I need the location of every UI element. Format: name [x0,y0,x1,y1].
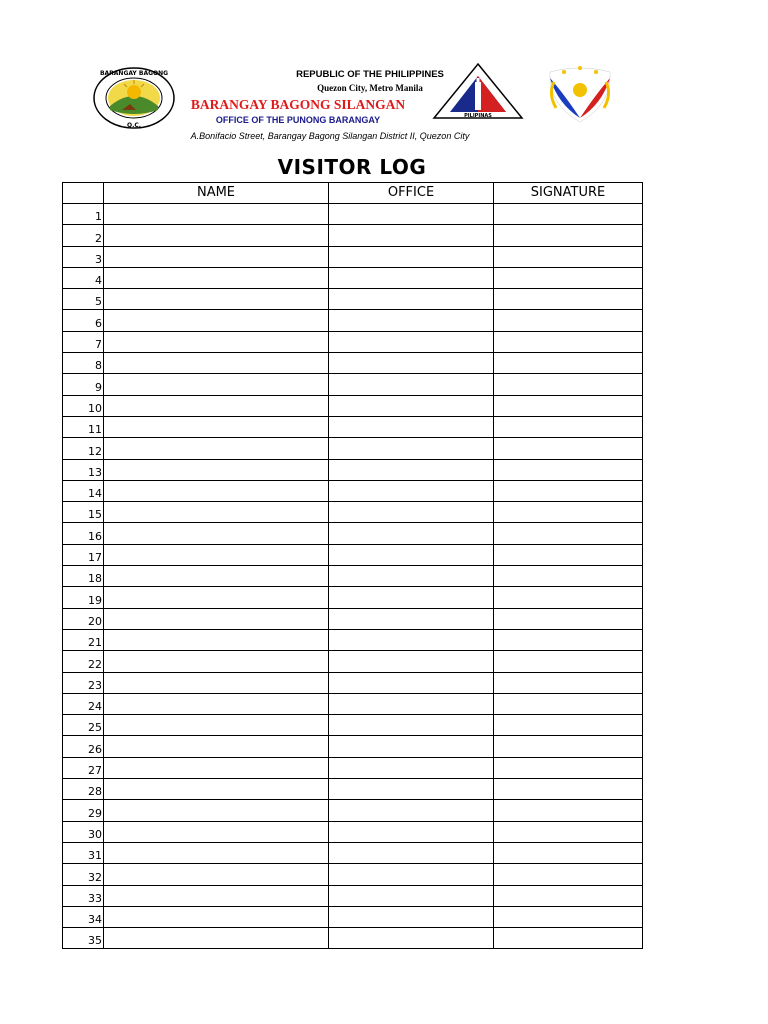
name-cell[interactable] [104,736,329,757]
row-number: 29 [63,800,104,821]
row-number: 19 [63,587,104,608]
table-row [63,353,643,374]
signature-cell[interactable] [494,736,643,757]
office-cell[interactable] [329,842,494,863]
table-row [63,289,643,310]
signature-cell[interactable] [494,587,643,608]
name-cell[interactable] [104,246,329,267]
table-row [63,651,643,672]
column-header-number [63,183,104,204]
signature-cell[interactable] [494,438,643,459]
table-row [63,395,643,416]
office-cell[interactable] [329,395,494,416]
table-row [63,864,643,885]
office-cell[interactable] [329,204,494,225]
name-cell[interactable] [104,757,329,778]
office-heading: OFFICE OF THE PUNONG BARANGAY [215,115,381,125]
table-row [63,331,643,352]
row-number: 27 [63,757,104,778]
signature-cell[interactable] [494,779,643,800]
office-cell[interactable] [329,587,494,608]
philippine-emblem-icon [544,64,616,124]
row-number: 16 [63,523,104,544]
signature-cell[interactable] [494,395,643,416]
row-number: 4 [63,267,104,288]
name-cell[interactable] [104,842,329,863]
name-cell[interactable] [104,928,329,949]
name-cell[interactable] [104,353,329,374]
table-row [63,544,643,565]
table-row [63,821,643,842]
office-cell[interactable] [329,566,494,587]
svg-text:PILIPINAS: PILIPINAS [464,113,492,119]
name-cell[interactable] [104,587,329,608]
signature-cell[interactable] [494,480,643,501]
row-number: 3 [63,246,104,267]
office-cell[interactable] [329,715,494,736]
row-number: 12 [63,438,104,459]
row-number: 25 [63,715,104,736]
name-cell[interactable] [104,672,329,693]
office-cell[interactable] [329,928,494,949]
table-row [63,736,643,757]
row-number: 14 [63,480,104,501]
row-number: 5 [63,289,104,310]
signature-cell[interactable] [494,651,643,672]
office-cell[interactable] [329,523,494,544]
column-header-signature: SIGNATURE [494,183,643,204]
office-cell[interactable] [329,672,494,693]
office-cell[interactable] [329,821,494,842]
name-cell[interactable] [104,715,329,736]
office-cell[interactable] [329,779,494,800]
row-number: 6 [63,310,104,331]
signature-cell[interactable] [494,353,643,374]
office-cell[interactable] [329,906,494,927]
office-cell[interactable] [329,225,494,246]
office-cell[interactable] [329,502,494,523]
name-cell[interactable] [104,374,329,395]
row-number: 9 [63,374,104,395]
row-number: 26 [63,736,104,757]
name-cell[interactable] [104,395,329,416]
name-cell[interactable] [104,779,329,800]
signature-cell[interactable] [494,693,643,714]
table-row [63,267,643,288]
row-number: 13 [63,459,104,480]
table-row [63,566,643,587]
office-cell[interactable] [329,331,494,352]
svg-text:Q.C.: Q.C. [126,122,142,129]
row-number: 31 [63,842,104,863]
name-cell[interactable] [104,566,329,587]
signature-cell[interactable] [494,374,643,395]
table-row [63,842,643,863]
name-cell[interactable] [104,864,329,885]
name-cell[interactable] [104,438,329,459]
table-row [63,310,643,331]
table-row [63,502,643,523]
office-cell[interactable] [329,459,494,480]
table-row [63,885,643,906]
row-number: 17 [63,544,104,565]
name-cell[interactable] [104,416,329,437]
table-row [63,906,643,927]
page-title: VISITOR LOG [277,155,427,179]
signature-cell[interactable] [494,246,643,267]
office-cell[interactable] [329,629,494,650]
office-cell[interactable] [329,544,494,565]
table-row [63,480,643,501]
office-cell[interactable] [329,864,494,885]
signature-cell[interactable] [494,715,643,736]
office-cell[interactable] [329,480,494,501]
signature-cell[interactable] [494,566,643,587]
row-number: 7 [63,331,104,352]
signature-cell[interactable] [494,502,643,523]
table-row [63,779,643,800]
signature-cell[interactable] [494,885,643,906]
row-number: 21 [63,629,104,650]
office-cell[interactable] [329,267,494,288]
table-row [63,629,643,650]
column-header-name: NAME [104,183,329,204]
signature-cell[interactable] [494,906,643,927]
name-cell[interactable] [104,502,329,523]
republic-heading: REPUBLIC OF THE PHILIPPINES [296,69,444,80]
row-number: 32 [63,864,104,885]
signature-cell[interactable] [494,289,643,310]
name-cell[interactable] [104,885,329,906]
table-row [63,438,643,459]
name-cell[interactable] [104,651,329,672]
row-number: 1 [63,204,104,225]
office-cell[interactable] [329,310,494,331]
table-row [63,416,643,437]
signature-cell[interactable] [494,225,643,246]
table-row [63,225,643,246]
name-cell[interactable] [104,289,329,310]
office-cell[interactable] [329,693,494,714]
row-number: 10 [63,395,104,416]
office-cell[interactable] [329,353,494,374]
row-number: 28 [63,779,104,800]
name-cell[interactable] [104,480,329,501]
column-header-office: OFFICE [329,183,494,204]
letterhead [0,0,768,150]
name-cell[interactable] [104,821,329,842]
office-cell[interactable] [329,438,494,459]
visitor-log-table [62,182,643,949]
signature-cell[interactable] [494,608,643,629]
office-cell[interactable] [329,246,494,267]
table-row [63,374,643,395]
signature-cell[interactable] [494,821,643,842]
signature-cell[interactable] [494,416,643,437]
name-cell[interactable] [104,608,329,629]
table-row [63,459,643,480]
office-cell[interactable] [329,608,494,629]
row-number: 8 [63,353,104,374]
row-number: 23 [63,672,104,693]
row-number: 18 [63,566,104,587]
table-row [63,800,643,821]
row-number: 11 [63,416,104,437]
name-cell[interactable] [104,800,329,821]
signature-cell[interactable] [494,544,643,565]
office-cell[interactable] [329,416,494,437]
table-row [63,523,643,544]
address-line: A.Bonifacio Street, Barangay Bagong Silangan District II, Quezon City [190,131,470,141]
signature-cell[interactable] [494,267,643,288]
row-number: 24 [63,693,104,714]
table-row [63,928,643,949]
svg-text:BARANGAY BAGONG: BARANGAY BAGONG [99,70,169,77]
signature-cell[interactable] [494,800,643,821]
name-cell[interactable] [104,310,329,331]
signature-cell[interactable] [494,310,643,331]
office-cell[interactable] [329,736,494,757]
row-number: 15 [63,502,104,523]
office-cell[interactable] [329,374,494,395]
row-number: 2 [63,225,104,246]
barangay-heading: BARANGAY BAGONG SILANGAN [190,97,406,112]
name-cell[interactable] [104,693,329,714]
name-cell[interactable] [104,225,329,246]
office-cell[interactable] [329,885,494,906]
name-cell[interactable] [104,523,329,544]
office-cell[interactable] [329,800,494,821]
table-row [63,672,643,693]
table-row [63,587,643,608]
signature-cell[interactable] [494,459,643,480]
signature-cell[interactable] [494,864,643,885]
row-number: 34 [63,906,104,927]
row-number: 35 [63,928,104,949]
office-cell[interactable] [329,651,494,672]
row-number: 30 [63,821,104,842]
signature-cell[interactable] [494,331,643,352]
name-cell[interactable] [104,204,329,225]
table-row [63,693,643,714]
table-row [63,715,643,736]
quezon-city-seal-icon [432,62,524,122]
name-cell[interactable] [104,629,329,650]
table-header-row [63,183,643,204]
signature-cell[interactable] [494,928,643,949]
signature-cell[interactable] [494,629,643,650]
row-number: 22 [63,651,104,672]
table-body [63,204,643,949]
name-cell[interactable] [104,267,329,288]
city-heading: Quezon City, Metro Manila [317,83,423,93]
signature-cell[interactable] [494,757,643,778]
signature-cell[interactable] [494,523,643,544]
table-row [63,204,643,225]
office-cell[interactable] [329,289,494,310]
name-cell[interactable] [104,544,329,565]
office-cell[interactable] [329,757,494,778]
name-cell[interactable] [104,331,329,352]
table-row [63,608,643,629]
name-cell[interactable] [104,459,329,480]
row-number: 33 [63,885,104,906]
table-row [63,246,643,267]
table-row [63,757,643,778]
signature-cell[interactable] [494,842,643,863]
signature-cell[interactable] [494,672,643,693]
signature-cell[interactable] [494,204,643,225]
name-cell[interactable] [104,906,329,927]
row-number: 20 [63,608,104,629]
